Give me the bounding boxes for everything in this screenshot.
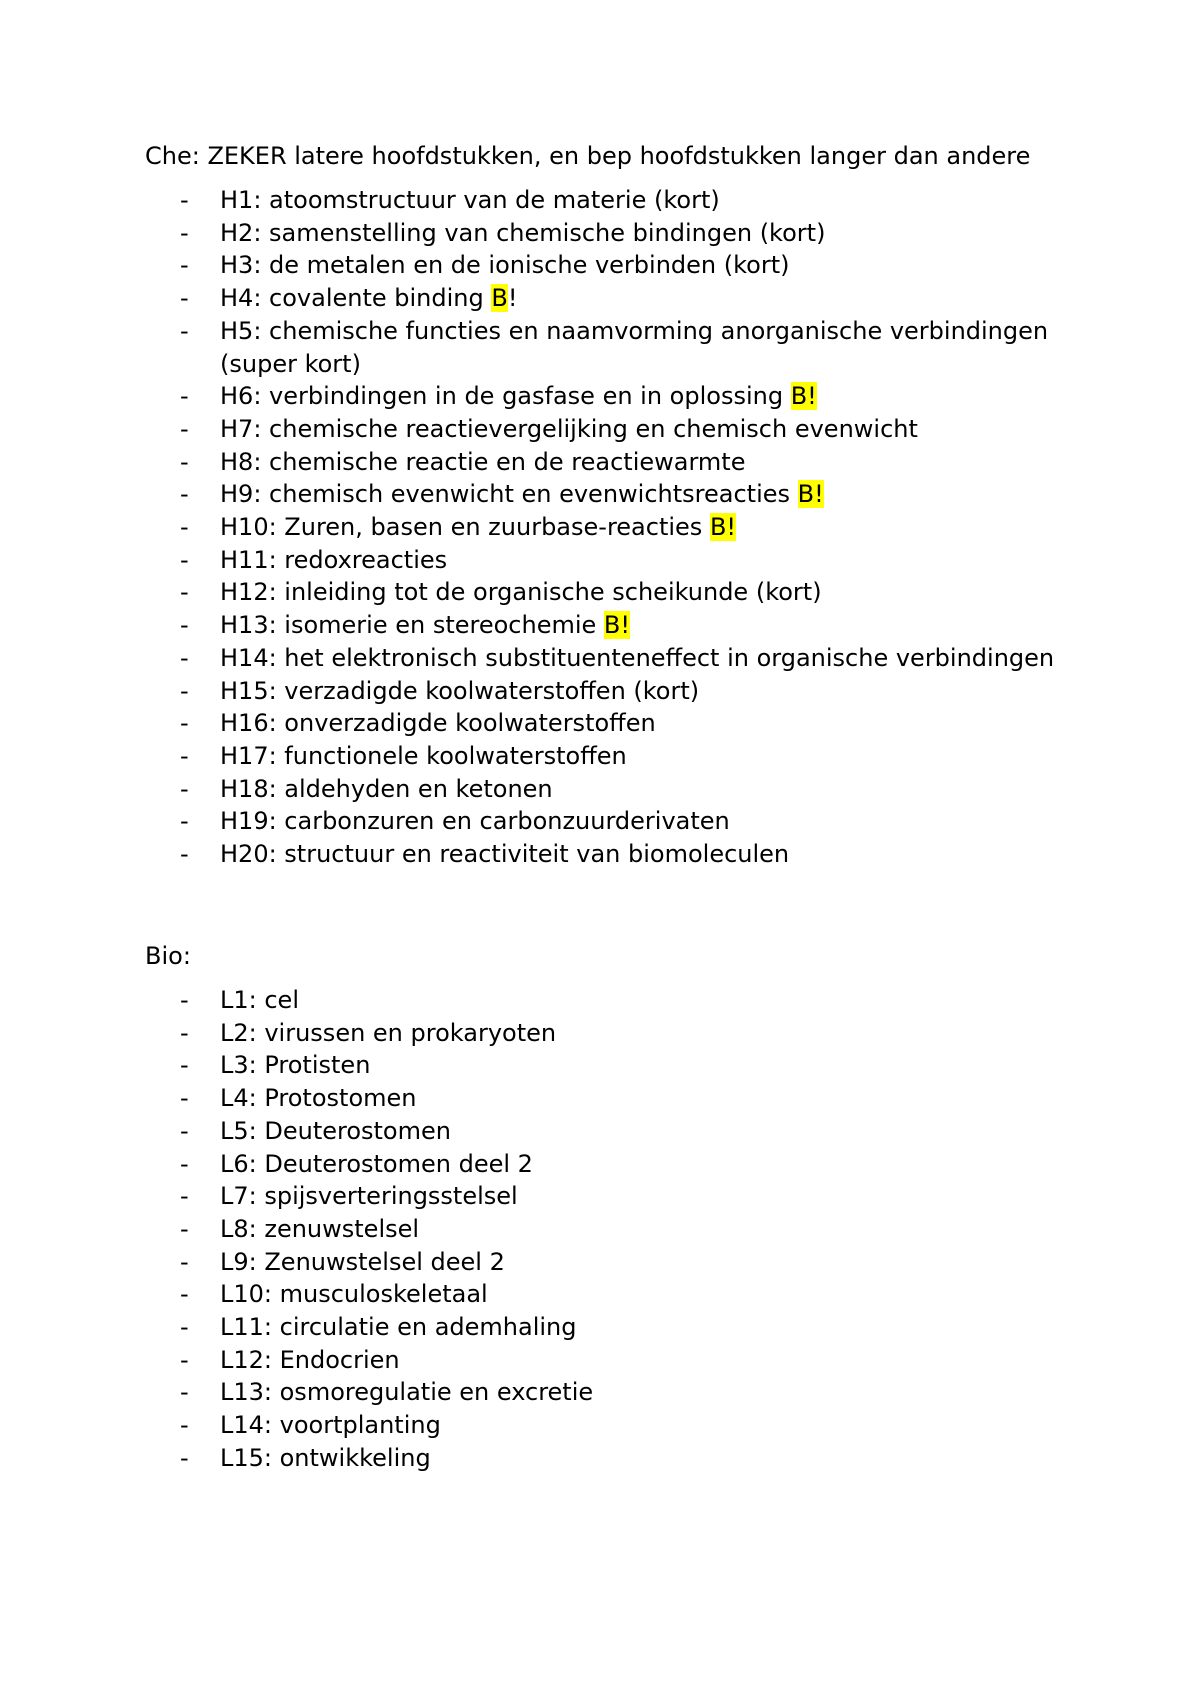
bullet-dash: - — [180, 414, 189, 443]
chemistry-section — [145, 140, 1105, 871]
list-item — [145, 1311, 1105, 1344]
list-item — [145, 984, 1105, 1017]
item-label: L6: Deuterostomen deel 2 — [220, 1149, 533, 1178]
bullet-dash: - — [180, 382, 189, 411]
list-item-text — [220, 478, 1105, 511]
bullet-dash: - — [180, 1182, 189, 1211]
list-item — [145, 740, 1105, 773]
bullet-dash: - — [180, 676, 189, 705]
list-item — [145, 249, 1105, 282]
list-item-text — [220, 773, 1105, 806]
list-item-text — [220, 1246, 1105, 1279]
list-item-text — [220, 1213, 1105, 1246]
item-label: H19: carbonzuren en carbonzuurderivaten — [220, 807, 730, 836]
bullet-dash: - — [180, 1018, 189, 1047]
bullet-dash: - — [180, 480, 189, 509]
bullet-dash: - — [180, 709, 189, 738]
list-item-text — [220, 984, 1105, 1017]
item-label: H15: verzadigde koolwaterstoffen (kort) — [220, 676, 700, 705]
item-label: L5: Deuterostomen — [220, 1116, 451, 1145]
highlight-mark: B! — [603, 611, 631, 640]
list-item-text — [220, 707, 1105, 740]
list-item — [145, 1017, 1105, 1050]
bullet-dash: - — [180, 1280, 189, 1309]
bullet-dash: - — [180, 1443, 189, 1472]
item-label: H11: redoxreacties — [220, 545, 448, 574]
item-label: H5: chemische functies en naamvorming anorganische verbindingen (super kort) — [220, 316, 1049, 378]
list-item-text — [220, 315, 1105, 380]
list-item-text — [220, 1180, 1105, 1213]
list-item-text — [220, 1278, 1105, 1311]
bullet-dash: - — [180, 284, 189, 313]
list-item — [145, 1180, 1105, 1213]
item-label: H10: Zuren, basen en zuurbase-reacties — [220, 513, 710, 542]
bullet-dash: - — [180, 840, 189, 869]
bullet-dash: - — [180, 1149, 189, 1178]
list-item-text — [220, 446, 1105, 479]
item-label: H14: het elektronisch substituenteneffect in organische verbindingen — [220, 643, 1055, 672]
list-item — [145, 1213, 1105, 1246]
list-item — [145, 478, 1105, 511]
bullet-dash: - — [180, 611, 189, 640]
list-item — [145, 1376, 1105, 1409]
item-label: L1: cel — [220, 986, 299, 1014]
list-item — [145, 576, 1105, 609]
list-item — [145, 1148, 1105, 1181]
biology-section — [145, 940, 1105, 1475]
item-label: H2: samenstelling van chemische bindingen (kort) — [220, 218, 826, 247]
list-item-text — [220, 1311, 1105, 1344]
biology-chapter-list — [145, 984, 1105, 1475]
list-item-text — [220, 544, 1105, 577]
item-label: H18: aldehyden en ketonen — [220, 774, 553, 803]
biology-heading: Bio: — [145, 942, 191, 970]
highlight-mark: B! — [709, 513, 737, 542]
list-item-text — [220, 576, 1105, 609]
bullet-dash: - — [180, 1214, 189, 1243]
list-item — [145, 1115, 1105, 1148]
bullet-dash: - — [180, 986, 189, 1014]
list-item — [145, 282, 1105, 315]
item-label: L12: Endocrien — [220, 1345, 400, 1374]
list-item-text — [220, 740, 1105, 773]
list-item — [145, 511, 1105, 544]
mark-suffix: ! — [507, 284, 518, 313]
list-item — [145, 838, 1105, 871]
list-item — [145, 805, 1105, 838]
chemistry-heading: Che: ZEKER latere hoofdstukken, en bep hoofdstukken langer dan andere — [145, 142, 1031, 170]
item-label: L4: Protostomen — [220, 1084, 417, 1113]
list-item-text — [220, 1049, 1105, 1082]
item-label: L3: Protisten — [220, 1051, 371, 1080]
item-label: H4: covalente binding — [220, 284, 492, 313]
list-item-text — [220, 805, 1105, 838]
item-label: L2: virussen en prokaryoten — [220, 1018, 557, 1047]
list-item-text — [220, 1344, 1105, 1377]
bullet-dash: - — [180, 1378, 189, 1407]
bullet-dash: - — [180, 1313, 189, 1342]
item-label: H3: de metalen en de ionische verbinden (kort) — [220, 251, 790, 280]
bullet-dash: - — [180, 741, 189, 770]
bullet-dash: - — [180, 218, 189, 247]
list-item-text — [220, 511, 1105, 544]
bullet-dash: - — [180, 545, 189, 574]
list-item — [145, 446, 1105, 479]
bullet-dash: - — [180, 578, 189, 607]
list-item — [145, 315, 1105, 380]
item-label: H20: structuur en reactiviteit van biomoleculen — [220, 840, 790, 869]
list-item — [145, 380, 1105, 413]
list-item-text — [220, 184, 1105, 217]
item-label: H1: atoomstructuur van de materie (kort) — [220, 186, 720, 214]
item-label: H13: isomerie en stereochemie — [220, 611, 604, 640]
list-item-text — [220, 413, 1105, 446]
list-item-text — [220, 838, 1105, 871]
item-label: L14: voortplanting — [220, 1411, 441, 1440]
chemistry-chapter-list — [145, 184, 1105, 871]
list-item-text — [220, 282, 1105, 315]
list-item — [145, 1442, 1105, 1475]
list-item — [145, 217, 1105, 250]
item-label: L11: circulatie en ademhaling — [220, 1313, 577, 1342]
list-item-text — [220, 1409, 1105, 1442]
list-item-text — [220, 249, 1105, 282]
list-item-text — [220, 609, 1105, 642]
item-label: H8: chemische reactie en de reactiewarmte — [220, 447, 746, 476]
highlight-mark: B — [491, 284, 508, 313]
list-item — [145, 1082, 1105, 1115]
list-item — [145, 675, 1105, 708]
list-item — [145, 1278, 1105, 1311]
list-item — [145, 1246, 1105, 1279]
list-item — [145, 1344, 1105, 1377]
bullet-dash: - — [180, 1084, 189, 1113]
item-label: H17: functionele koolwaterstoffen — [220, 741, 627, 770]
item-label: H9: chemisch evenwicht en evenwichtsreacties — [220, 480, 798, 509]
bullet-dash: - — [180, 316, 189, 345]
list-item-text — [220, 217, 1105, 250]
bullet-dash: - — [180, 774, 189, 803]
highlight-mark: B! — [790, 382, 817, 411]
bullet-dash: - — [180, 1247, 189, 1276]
list-item-text — [220, 1017, 1105, 1050]
item-label: L8: zenuwstelsel — [220, 1214, 420, 1243]
list-item-text — [220, 1115, 1105, 1148]
list-item-text — [220, 642, 1105, 675]
list-item-text — [220, 380, 1105, 413]
list-item — [145, 1409, 1105, 1442]
list-item — [145, 609, 1105, 642]
item-label: H7: chemische reactievergelijking en chemisch evenwicht — [220, 414, 918, 443]
item-label: L7: spijsverteringsstelsel — [220, 1182, 518, 1211]
list-item — [145, 642, 1105, 675]
list-item — [145, 773, 1105, 806]
list-item — [145, 707, 1105, 740]
item-label: L10: musculoskeletaal — [220, 1280, 488, 1309]
list-item-text — [220, 1442, 1105, 1475]
highlight-mark: B! — [797, 480, 824, 509]
bullet-dash: - — [180, 1051, 189, 1080]
list-item — [145, 544, 1105, 577]
bullet-dash: - — [180, 643, 189, 672]
item-label: H6: verbindingen in de gasfase en in oplossing — [220, 382, 791, 411]
bullet-dash: - — [180, 251, 189, 280]
list-item-text — [220, 675, 1105, 708]
list-item-text — [220, 1376, 1105, 1409]
bullet-dash: - — [180, 1116, 189, 1145]
list-item — [145, 413, 1105, 446]
list-item — [145, 1049, 1105, 1082]
bullet-dash: - — [180, 447, 189, 476]
bullet-dash: - — [180, 1411, 189, 1440]
bullet-dash: - — [180, 1345, 189, 1374]
item-label: H12: inleiding tot de organische scheikunde (kort) — [220, 578, 822, 607]
list-item — [145, 184, 1105, 217]
bullet-dash: - — [180, 807, 189, 836]
item-label: L15: ontwikkeling — [220, 1443, 431, 1472]
item-label: H16: onverzadigde koolwaterstoffen — [220, 709, 656, 738]
item-label: L13: osmoregulatie en excretie — [220, 1378, 594, 1407]
list-item-text — [220, 1148, 1105, 1181]
list-item-text — [220, 1082, 1105, 1115]
item-label: L9: Zenuwstelsel deel 2 — [220, 1247, 505, 1276]
bullet-dash: - — [180, 513, 189, 542]
bullet-dash: - — [180, 186, 189, 214]
